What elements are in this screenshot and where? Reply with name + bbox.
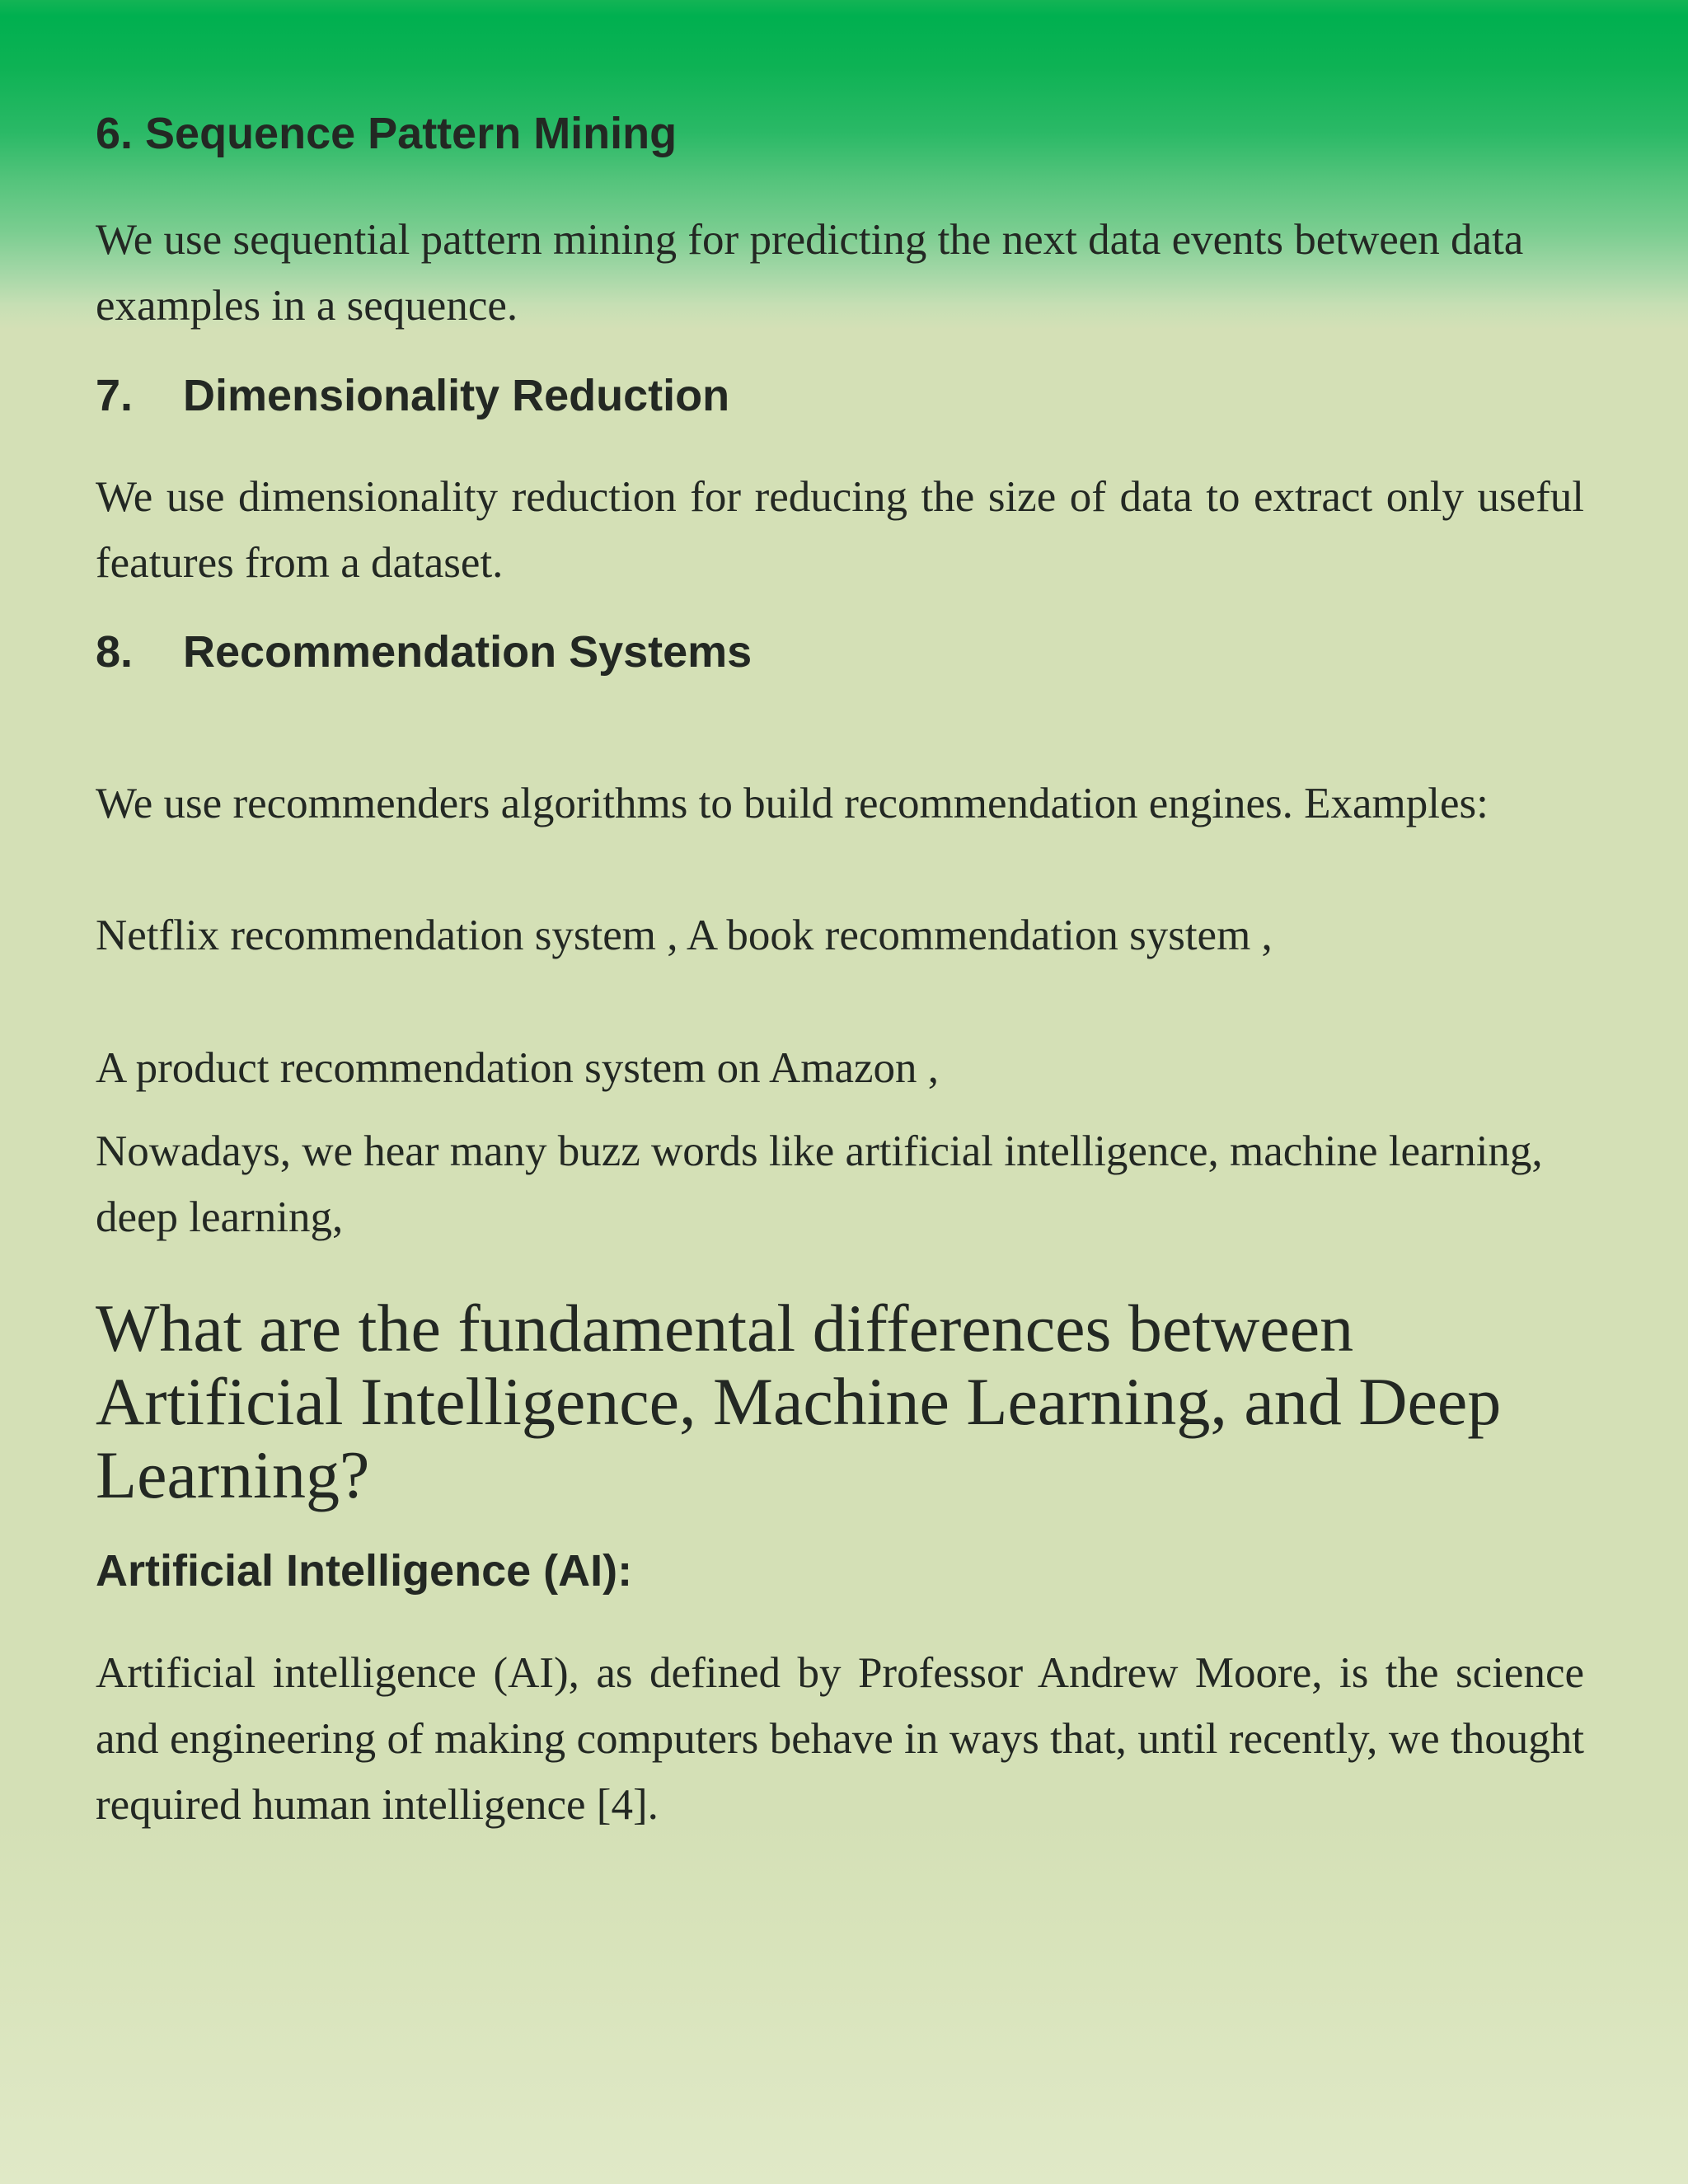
ai-paragraph: Artificial intelligence (AI), as defined by Professor Andrew Moore, is the science and engineering of making computers behave in ways that, until recently, we thought required human intelligence [4]. [96, 1649, 1584, 1829]
main-heading: What are the fundamental differences between Artificial Intelligence, Machine Learning, and Deep Learning? [96, 1291, 1502, 1512]
section-7-title: Dimensionality Reduction [183, 371, 730, 420]
section-7-heading [96, 367, 1584, 424]
section-8-heading [96, 623, 1584, 681]
section-7-paragraph: We use dimensionality reduction for reducing the size of data to extract only useful features from a dataset. [96, 473, 1584, 587]
section-6-paragraph: We use sequential pattern mining for predicting the next data events between data examples in a sequence. [96, 216, 1524, 330]
section-8-examples-line-2: A product recommendation system on Amazon , [96, 1044, 939, 1092]
section-8-paragraph: We use recommenders algorithms to build recommendation engines. Examples: [96, 780, 1489, 827]
intro-paragraph: Nowadays, we hear many buzz words like artificial intelligence, machine learning, deep learning, [96, 1127, 1543, 1241]
ai-heading: Artificial Intelligence (AI): [96, 1546, 633, 1596]
section-8-title: Recommendation Systems [183, 627, 753, 677]
section-6-heading: 6. Sequence Pattern Mining [96, 109, 678, 158]
section-8-number: 8. [96, 627, 134, 677]
section-7-number: 7. [96, 371, 134, 420]
section-8-examples-line-1: Netflix recommendation system , A book recommendation system , [96, 912, 1273, 959]
